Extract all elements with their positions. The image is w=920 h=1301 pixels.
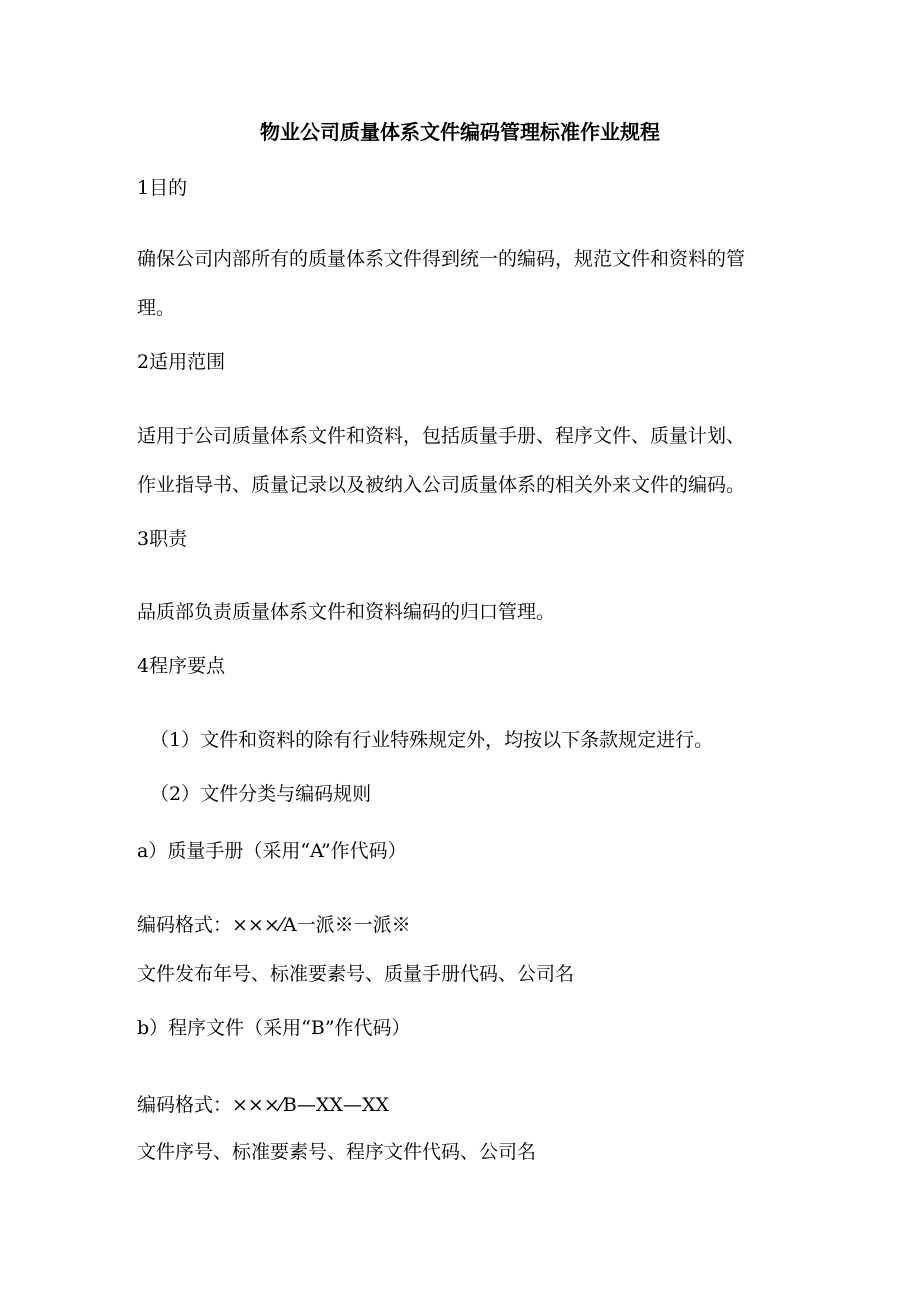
section-body-line: 理。 bbox=[137, 297, 176, 319]
code-format: 编码格式：×××⁄B—XX—XX bbox=[137, 1094, 390, 1116]
document-title: 物业公司质量体系文件编码管理标准作业规程 bbox=[260, 120, 660, 144]
section-heading-purpose: 1目的 bbox=[137, 177, 188, 199]
code-label: b）程序文件（采用“B”作代码） bbox=[137, 1017, 411, 1039]
code-description: 文件发布年号、标准要素号、质量手册代码、公司名 bbox=[137, 963, 575, 985]
code-label: a）质量手册（采用“A”作代码） bbox=[137, 840, 407, 862]
procedure-item: （1）文件和资料的除有行业特殊规定外，均按以下条款规定进行。 bbox=[150, 729, 714, 751]
code-description: 文件序号、标准要素号、程序文件代码、公司名 bbox=[137, 1141, 537, 1163]
section-body-line: 确保公司内部所有的质量体系文件得到统一的编码，规范文件和资料的管 bbox=[137, 248, 746, 270]
section-heading-responsibility: 3职责 bbox=[137, 528, 188, 550]
section-body-line: 适用于公司质量体系文件和资料，包括质量手册、程序文件、质量计划、 bbox=[137, 425, 746, 447]
procedure-item: （2）文件分类与编码规则 bbox=[150, 783, 372, 805]
section-heading-scope: 2适用范围 bbox=[137, 351, 226, 373]
section-heading-procedure: 4程序要点 bbox=[137, 655, 226, 677]
code-format: 编码格式：×××⁄A一派※一派※ bbox=[137, 914, 411, 936]
section-body-line: 作业指导书、质量记录以及被纳入公司质量体系的相关外来文件的编码。 bbox=[137, 474, 746, 496]
section-body-line: 品质部负责质量体系文件和资料编码的归口管理。 bbox=[137, 601, 556, 623]
